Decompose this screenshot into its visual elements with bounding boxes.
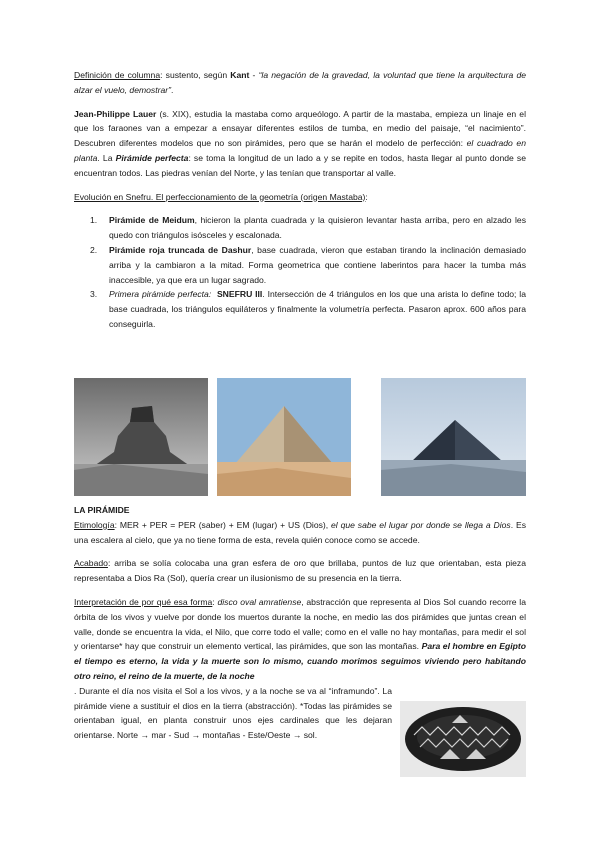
pyramid-list	[74, 213, 526, 331]
paragraph-etimologia: Etimología: MER + PER = PER (saber) + EM (lugar) + US (Dios), el que sabe el lugar por donde se llega a Dios. Es una escalera al cielo, que ya no tiene forma de esta, revela quién conoce como se accede.	[74, 519, 527, 545]
list-item: 2. Pirámide roja truncada de Dashur, base cuadrada, vieron que estaban tirando la inclinación demasiado arriba y la cambiaron a la mitad. Forma geometrica que contiene laberintos para hacer la tumba más inaccesible, ya que era un lugar sagrado.	[90, 244, 526, 285]
paragraph-interpretacion-cont: . Durante el día nos visita el Sol a los vivos, y a la noche se va al “inframundo”. La pirámide viene a sustituir el dios en la tierra (abstracción). *Todas las pirámides se orientaban igual, en planta construir unos ejes cardinales que les dejaran orientarse. Norte → mar - Sud → montañas - Este/Oeste → sol.	[74, 685, 392, 741]
upper-text	[74, 68, 526, 332]
meidum-photo	[74, 378, 208, 496]
list-item: 3. Primera pirámide perfecta: SNEFRU III. Intersección de 4 triángulos en los que una arista lo define todo; la base cuadrada, los triángulos equiláteros y finalmente la volumetría perfecta. Pasaron aprox. 600 años para conseguirla.	[90, 289, 526, 329]
paragraph-acabado: Acabado: arriba se solía colocaba una gran esfera de oro que brillaba, puntos de luz que orientaban, esta pieza representaba a Dios Ra (Sol), quería crear un ilusionismo de su presencia en la tierra.	[74, 558, 526, 584]
section-title: LA PIRÁMIDE	[74, 505, 130, 515]
snefru-photo	[381, 378, 526, 496]
list-item: 1. Pirámide de Meidum, hicieron la planta cuadrada y la quisieron levantar hasta arriba, pero en alzado les quedo con triángulos isósceles y escalonada.	[90, 215, 527, 241]
dashur-photo	[217, 378, 351, 496]
paragraph-interpretacion: Interpretación de por qué esa forma: disco oval amratiense, abstracción que representa al Dios Sol cuando recorre la órbita de los vivos y vuelve por donde los muertos durante la noche, en medio las dos pirámides que juntas crean el valle, donde se encuentra la vida, el Nilo, que corre todo el valle; como en el valle no hay montañas, para medir el sol y orientarse* hay que construir un elemento vertical, las pirámides, que son las montañas. Para el hombre en Egipto el tiempo es eterno, la vida y la muerte son lo mismo, cuando morimos seguimos viviendo pero habitando otro reino, el reino de la muerte, de la noche	[74, 596, 526, 681]
snefru-heading: Evolución en Snefru. El perfeccionamiento de la geometría (origen Mastaba):	[74, 191, 368, 202]
columna-label: Definición de columna	[74, 70, 161, 80]
paragraph-lauer: Jean-Philippe Lauer (s. XIX), estudia la mastaba como arqueólogo. A partir de la mastaba, empieza un linaje en el que los faraones van a empezar a ensayar diferentes estilos de tumba, en medio del paisaje, “el nacimiento”. Descubren diferentes modelos que no son pirámides, pero que se harán el modelo de perfección: el cuadrado en planta. La Pirámide perfecta: se toma la longitud de un lado a y se repite en todos, hasta llegar al punto donde se encuentran todos. Las piedras venían del Norte, y las tenían que transportar al valle.	[74, 108, 526, 178]
lauer-name: Jean-Philippe Lauer	[74, 108, 157, 119]
pyramid-photos	[74, 378, 526, 496]
amratian-bowl-photo	[400, 701, 526, 777]
paragraph-columna: Definición de columna: sustento, según Kant - “la negación de la gravedad, la voluntad que tiene la arquitectura de alzar el vuelo, demostrar”.	[74, 70, 527, 95]
